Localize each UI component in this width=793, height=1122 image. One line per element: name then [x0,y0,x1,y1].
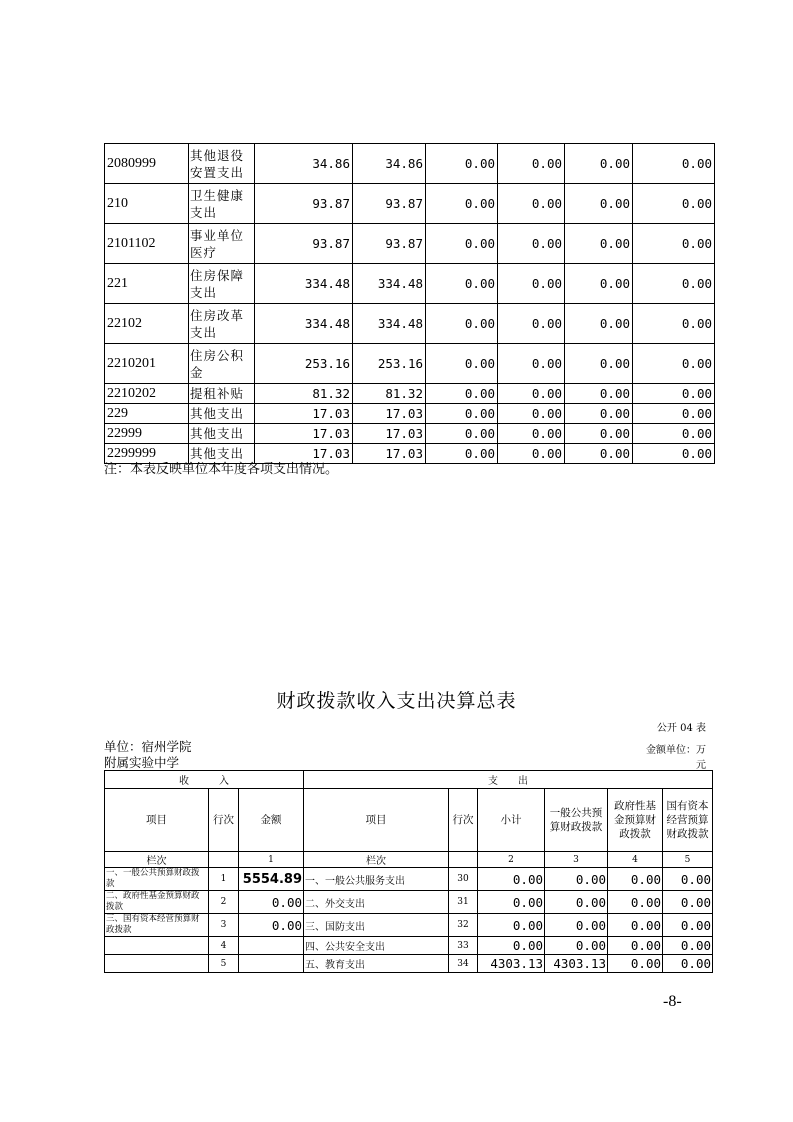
expense-group-header: 支 出 [304,771,713,789]
value-col-3: 0.00 [426,404,498,424]
header-row-no-right: 行次 [449,789,478,852]
value-col-3: 0.00 [426,424,498,444]
value-col-5: 0.00 [565,404,633,424]
income-item-name: 一、一般公共预算财政拨款 [105,868,209,891]
value-col-4: 0.00 [498,444,565,464]
value-col-2: 17.03 [353,404,426,424]
income-row-no: 5 [209,955,239,973]
total-value: 17.03 [255,424,353,444]
table-row [105,955,713,973]
total-value: 93.87 [255,224,353,264]
table-row [105,344,715,384]
table-row [105,404,715,424]
group-header-row [105,771,713,789]
subject-name: 其他支出 [189,404,255,424]
value-col-4: 0.00 [498,424,565,444]
subject-name: 其他退役安置支出 [189,144,255,184]
income-item-name [105,937,209,955]
expense-row-no: 34 [449,955,478,973]
value-col-4: 0.00 [498,404,565,424]
column-index-2: 2 [478,852,545,868]
value-col-6: 0.00 [633,184,715,224]
value-col-5: 0.00 [565,444,633,464]
header-item-left: 项目 [105,789,209,852]
value-col-5: 0.00 [565,144,633,184]
value-col-2: 34.86 [353,144,426,184]
value-col-5: 0.00 [565,184,633,224]
subject-name: 住房保障支出 [189,264,255,304]
subtotal-value: 4303.13 [478,955,545,973]
value-col-6: 0.00 [633,264,715,304]
column-index-empty [209,852,239,868]
general-budget-value: 0.00 [545,868,608,891]
gov-fund-value: 0.00 [608,955,663,973]
subject-code: 210 [105,184,189,224]
value-col-3: 0.00 [426,264,498,304]
table-row [105,304,715,344]
expense-item-name: 五、教育支出 [304,955,449,973]
form-code-label: 公开 04 表 [656,723,706,734]
column-index-3: 3 [545,852,608,868]
total-value: 253.16 [255,344,353,384]
income-group-header: 收 入 [105,771,304,789]
subject-code: 2080999 [105,144,189,184]
total-value: 34.86 [255,144,353,184]
header-general-budget: 一般公共预算财政拨款 [545,789,608,852]
expense-item-name: 二、外交支出 [304,891,449,914]
expense-row-no: 33 [449,937,478,955]
value-col-2: 253.16 [353,344,426,384]
table-row [105,144,715,184]
general-budget-value: 0.00 [545,891,608,914]
state-capital-value: 0.00 [663,937,713,955]
column-index-row [105,852,713,868]
table-row [105,424,715,444]
subject-code: 2101102 [105,224,189,264]
subject-name: 提租补贴 [189,384,255,404]
expense-item-name: 一、一般公共服务支出 [304,868,449,891]
value-col-6: 0.00 [633,384,715,404]
header-amount: 金额 [239,789,304,852]
income-amount: 5554.89 [239,868,304,891]
subtotal-value: 0.00 [478,891,545,914]
value-col-3: 0.00 [426,184,498,224]
value-col-3: 0.00 [426,144,498,184]
subject-code: 221 [105,264,189,304]
value-col-3: 0.00 [426,344,498,384]
total-value: 334.48 [255,264,353,304]
value-col-6: 0.00 [633,224,715,264]
subject-name: 其他支出 [189,444,255,464]
income-row-no: 2 [209,891,239,914]
table-note: 注：本表反映单位本年度各项支出情况。 [104,462,339,477]
total-value: 17.03 [255,404,353,424]
table-row [105,224,715,264]
amount-unit-label: 金额单位：万 [646,745,706,756]
page-title: 财政拨款收入支出决算总表 [276,690,517,712]
value-col-6: 0.00 [633,304,715,344]
value-col-2: 17.03 [353,424,426,444]
general-budget-value: 0.00 [545,937,608,955]
state-capital-value: 0.00 [663,914,713,937]
subject-name: 卫生健康支出 [189,184,255,224]
header-gov-fund: 政府性基金预算财政拨款 [608,789,663,852]
value-col-2: 81.32 [353,384,426,404]
total-value: 93.87 [255,184,353,224]
expense-row-no: 31 [449,891,478,914]
income-amount: 0.00 [239,891,304,914]
column-index-1: 1 [239,852,304,868]
subject-code: 229 [105,404,189,424]
value-col-2: 93.87 [353,224,426,264]
table-row [105,937,713,955]
value-col-5: 0.00 [565,224,633,264]
value-col-4: 0.00 [498,184,565,224]
value-col-3: 0.00 [426,384,498,404]
table-row [105,891,713,914]
state-capital-value: 0.00 [663,868,713,891]
gov-fund-value: 0.00 [608,914,663,937]
value-col-2: 17.03 [353,444,426,464]
value-col-2: 334.48 [353,304,426,344]
value-col-4: 0.00 [498,264,565,304]
table-row [105,914,713,937]
amount-unit-label-continued: 元 [696,760,706,771]
value-col-6: 0.00 [633,444,715,464]
column-index-5: 5 [663,852,713,868]
value-col-6: 0.00 [633,404,715,424]
value-col-5: 0.00 [565,344,633,384]
expense-item-name: 三、国防支出 [304,914,449,937]
total-value: 81.32 [255,384,353,404]
column-header-row [105,789,713,852]
header-row-no-left: 行次 [209,789,239,852]
value-col-5: 0.00 [565,304,633,344]
value-col-2: 334.48 [353,264,426,304]
income-item-name: 三、国有资本经营预算财政拨款 [105,914,209,937]
subject-name: 事业单位医疗 [189,224,255,264]
expenditure-detail-table [104,143,715,464]
income-amount [239,937,304,955]
subtotal-value: 0.00 [478,937,545,955]
column-index-4: 4 [608,852,663,868]
income-row-no: 1 [209,868,239,891]
unit-label-continued: 附属实验中学 [104,755,180,770]
table-row [105,868,713,891]
state-capital-value: 0.00 [663,955,713,973]
expense-item-name: 四、公共安全支出 [304,937,449,955]
total-value: 334.48 [255,304,353,344]
general-budget-value: 0.00 [545,914,608,937]
value-col-6: 0.00 [633,144,715,184]
expense-row-no: 30 [449,868,478,891]
income-row-no: 3 [209,914,239,937]
value-col-3: 0.00 [426,304,498,344]
value-col-3: 0.00 [426,444,498,464]
column-index-empty [449,852,478,868]
column-index-label-left: 栏次 [105,852,209,868]
gov-fund-value: 0.00 [608,937,663,955]
subtotal-value: 0.00 [478,868,545,891]
income-item-name: 二、政府性基金预算财政拨款 [105,891,209,914]
subtotal-value: 0.00 [478,914,545,937]
total-value: 17.03 [255,444,353,464]
value-col-4: 0.00 [498,304,565,344]
column-index-label-right: 栏次 [304,852,449,868]
subject-name: 其他支出 [189,424,255,444]
table-row [105,264,715,304]
subject-code: 2210201 [105,344,189,384]
income-item-name [105,955,209,973]
page-number: -8- [663,993,682,1010]
value-col-4: 0.00 [498,384,565,404]
value-col-4: 0.00 [498,224,565,264]
subject-code: 2210202 [105,384,189,404]
subject-name: 住房改革支出 [189,304,255,344]
subject-code: 22102 [105,304,189,344]
value-col-4: 0.00 [498,344,565,384]
gov-fund-value: 0.00 [608,891,663,914]
header-item-right: 项目 [304,789,449,852]
income-amount [239,955,304,973]
table-row [105,184,715,224]
gov-fund-value: 0.00 [608,868,663,891]
subject-code: 2299999 [105,444,189,464]
expense-row-no: 32 [449,914,478,937]
income-amount: 0.00 [239,914,304,937]
value-col-6: 0.00 [633,424,715,444]
value-col-5: 0.00 [565,384,633,404]
value-col-5: 0.00 [565,424,633,444]
value-col-6: 0.00 [633,344,715,384]
fiscal-appropriation-summary-table [104,770,713,973]
header-subtotal: 小计 [478,789,545,852]
value-col-4: 0.00 [498,144,565,184]
value-col-5: 0.00 [565,264,633,304]
unit-label: 单位：宿州学院 [104,739,192,754]
general-budget-value: 4303.13 [545,955,608,973]
subject-name: 住房公积金 [189,344,255,384]
header-state-capital: 国有资本经营预算财政拨款 [663,789,713,852]
state-capital-value: 0.00 [663,891,713,914]
income-row-no: 4 [209,937,239,955]
value-col-3: 0.00 [426,224,498,264]
subject-code: 22999 [105,424,189,444]
value-col-2: 93.87 [353,184,426,224]
table-row [105,384,715,404]
